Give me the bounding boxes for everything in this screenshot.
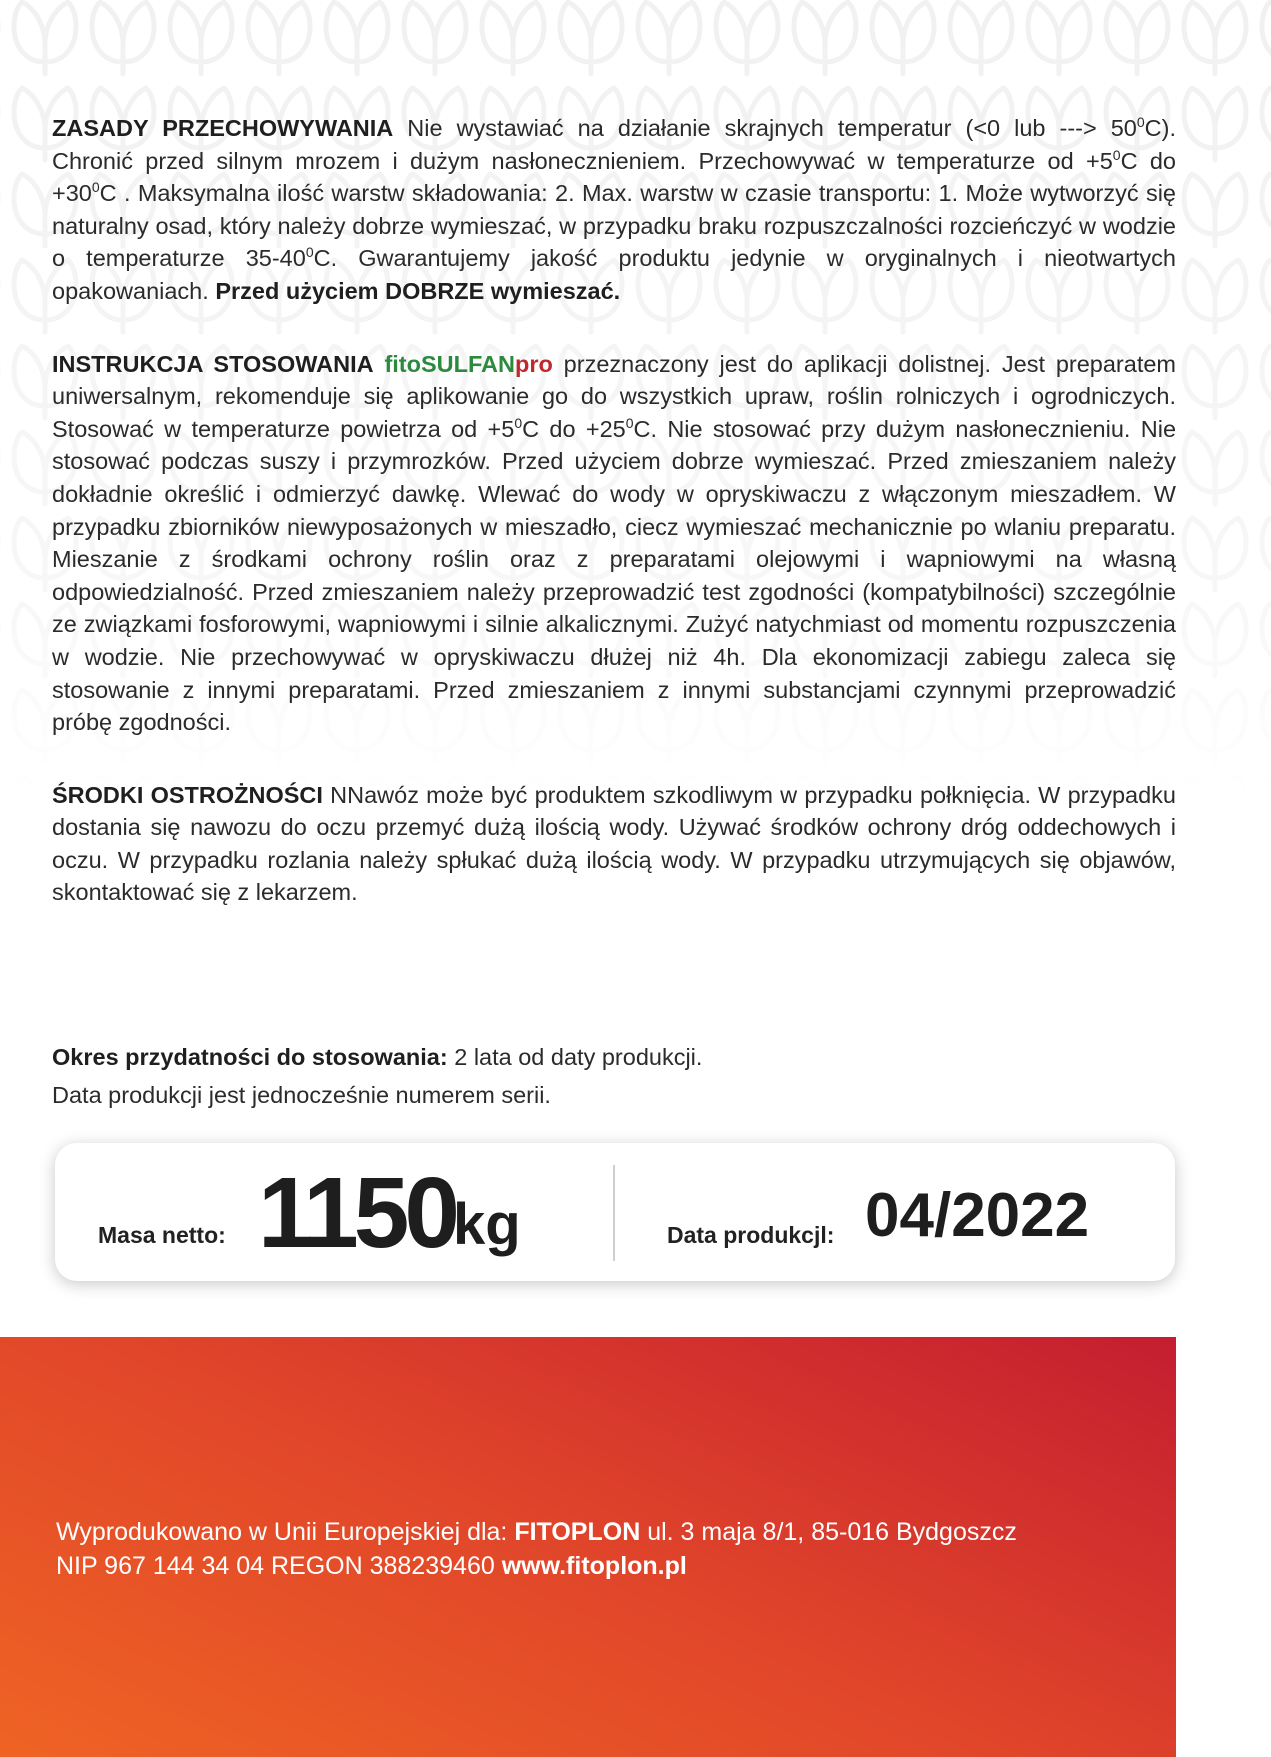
card-divider (613, 1165, 615, 1261)
manufacturer-footer (0, 1337, 1176, 1757)
street-address: ul. 3 maja 8/1, 85-016 Bydgoszcz (640, 1518, 1017, 1546)
degree-sup: 0 (625, 414, 634, 431)
net-mass-label: Masa netto: (98, 1222, 226, 1248)
production-date-label: Data produkcjl: (667, 1222, 835, 1248)
company-name: FITOPLON (514, 1518, 641, 1546)
storage-text: C do +30 (52, 147, 1176, 207)
instructions-text: C. Nie stosować przy dużym nasłonecznieniu. Nie stosować podczas suszy i przymrozków. Przed użyciem dobrze wymieszać. Przed zmieszaniem należy dokładnie określić i odmierzyć dawkę. Wlewać do wody w opryskiwaczu z włączonym mieszadłem. W przypadku zbiorników niewyposażonych w mieszadło, ciecz wymieszać mechanicznie po wlaniu preparatu. Mieszanie z środkami ochrony roślin oraz z preparatami olejowymi i wapniowymi na własną odpowiedzialność. Przed zmieszaniem należy przeprowadzić test zgodności (kompatybilności) szczególnie ze związkami fosforowymi, wapniowymi i silnie alkalicznymi. Zużyć natychmiast od momentu rozpuszczenia w wodzie. Nie przechowywać w opryskiwaczu dłużej niż 4h. Dla ekonomizacji zabiegu zaleca się stosowanie z innymi preparatami. Przed zmieszaniem z innymi substancjami czynnymi przeprowadzić próbę zgodności. (52, 415, 1177, 736)
storage-mix-warning: Przed użyciem DOBRZE wymieszać. (215, 277, 621, 304)
precautions-section (52, 779, 1176, 909)
shelf-life-label: Okres przydatności do stosowania: (52, 1044, 448, 1070)
degree-sup: 0 (1136, 114, 1145, 130)
shelf-life-section (52, 1038, 702, 1114)
degree-sup: 0 (514, 414, 523, 431)
website-link[interactable]: www.fitoplon.pl (501, 1552, 687, 1580)
instructions-text: C do +25 (522, 415, 626, 442)
storage-section (52, 112, 1176, 308)
instructions-text: przeznaczony jest do aplikacji dolistnej. Jest preparatem uniwersalnym, rekomenduje się aplikowanie go do wszystkich upraw, roślin rolniczych i ogrodniczych. Stosować w temperaturze powietrza od +5 (52, 350, 1177, 442)
net-mass-unit: kg (453, 1192, 521, 1257)
batch-note: Data produkcji jest jednocześnie numerem serii. (52, 1082, 551, 1108)
instructions-heading: INSTRUKCJA STOSOWANIA (52, 350, 374, 377)
label-text-content (52, 112, 1176, 949)
product-name-fito: fitoSULFAN (384, 350, 515, 377)
degree-sup: 0 (1112, 146, 1121, 163)
registry-line (56, 1549, 1017, 1583)
net-mass-value: 1150 (258, 1157, 455, 1269)
storage-text: C). Chronić przed silnym mrozem i dużym nasłonecznieniem. Przechowywać w temperaturze od +5 (52, 115, 1176, 174)
manufacturer-address (56, 1515, 1017, 1583)
shelf-life-value: 2 lata od daty produkcji. (447, 1044, 703, 1070)
made-in-eu-text: Wyprodukowano w Unii Europejskiej dla: (56, 1518, 515, 1546)
precautions-text: NNawóz może być produktem szkodliwym w przypadku połknięcia. W przypadku dostania się nawozu do oczu przemyć dużą ilością wody. Używać środków ochrony dróg oddechowych i oczu. W przypadku rozlania należy spłukać dużą ilością wody. W przypadku utrzymujących się objawów, skontaktować się z lekarzem. (52, 781, 1176, 906)
product-info-card (55, 1143, 1175, 1281)
precautions-heading: ŚRODKI OSTROŻNOŚCI (52, 781, 323, 808)
storage-text: C . Maksymalna ilość warstw składowania: 2. Max. warstw w czasie transportu: 1. Może wytworzyć się naturalny osad, który należy dobrze wymieszać, w przypadku braku rozpuszczalności rozcieńczyć w wodzie o temperaturze 35-40 (52, 180, 1176, 272)
product-name-pro: pro (514, 350, 553, 377)
instructions-section (52, 348, 1176, 739)
storage-text: Nie wystawiać na działanie skrajnych temperatur (<0 lub ---> 50 (393, 115, 1137, 141)
address-line (56, 1515, 1017, 1549)
shelf-life-line (52, 1038, 702, 1076)
degree-sup: 0 (305, 244, 314, 261)
storage-text: C. Gwarantujemy jakość produktu jedynie w oryginalnych i nieotwartych opakowaniach. (52, 245, 1176, 304)
production-date-value: 04/2022 (865, 1181, 1090, 1250)
degree-sup: 0 (91, 179, 100, 196)
tax-ids: NIP 967 144 34 04 REGON 388239460 (56, 1552, 502, 1580)
storage-heading: ZASADY PRZECHOWYWANIA (52, 115, 394, 141)
